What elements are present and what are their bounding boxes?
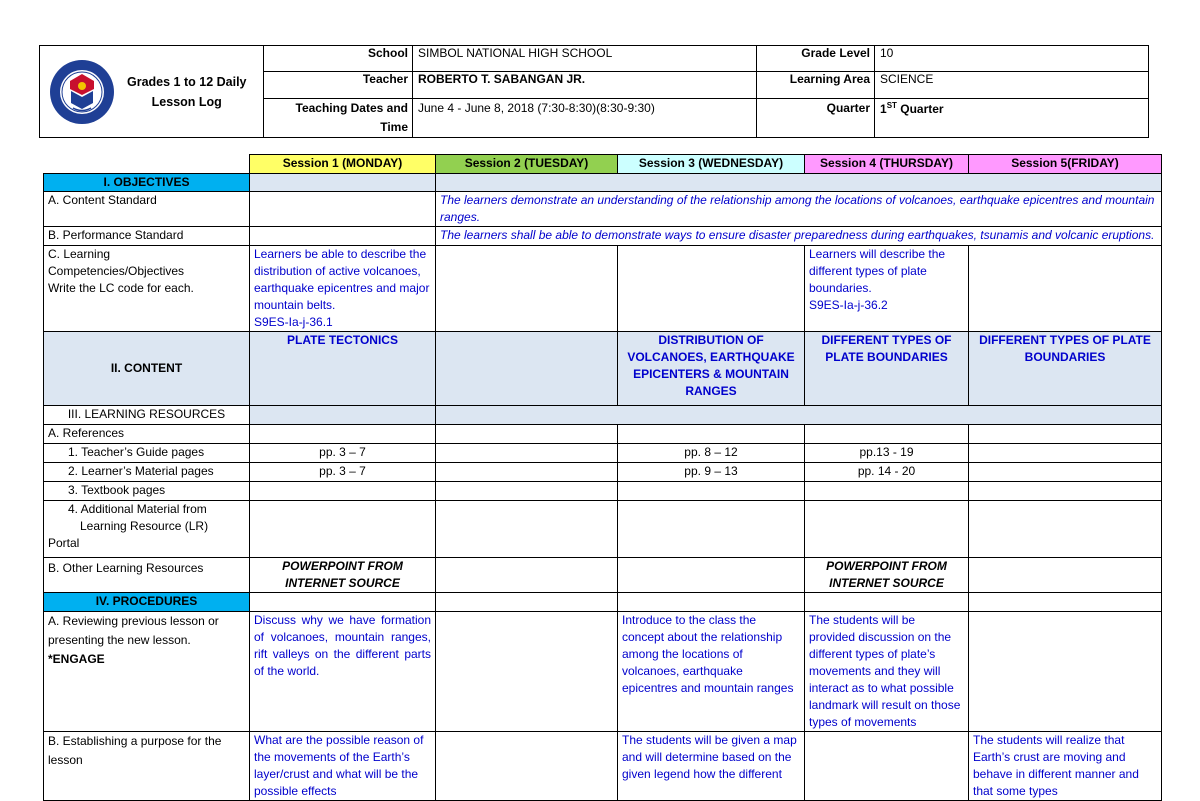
teaching-dates-label: Teaching Dates and Time — [264, 99, 413, 138]
content-standard-text: The learners demonstrate an understanding of the relationship among the locations of volcanoes, earthquake epicentres and mountain ranges. — [436, 192, 1162, 227]
lc-session-1-code: S9ES-Ia-j-36.1 — [254, 315, 333, 329]
content-standard-label: A. Content Standard — [44, 192, 250, 227]
textbook-s4 — [805, 482, 969, 501]
purpose-label-line-2: lesson — [48, 753, 83, 767]
corner-empty — [44, 155, 250, 174]
textbook-s2 — [436, 482, 618, 501]
additional-material-line-2: Learning Resource (LR) — [80, 519, 209, 533]
quarter-suffix: Quarter — [896, 102, 944, 116]
reviewing-s4: The students will be provided discussion on the different types of plate’s movements and they will interact as to what possible landmark will result on those types of movements — [805, 612, 969, 732]
learners-material-s1: pp. 3 – 7 — [250, 463, 436, 482]
learners-material-label: 2. Learner’s Material pages — [44, 463, 250, 482]
session-1-header: Session 1 (MONDAY) — [250, 155, 436, 174]
additional-material-line-3: Portal — [48, 536, 80, 550]
other-resources-s3 — [618, 558, 805, 593]
textbook-s1 — [250, 482, 436, 501]
lc-session-4 — [805, 246, 969, 332]
quarter-value — [875, 99, 1149, 138]
session-3-header: Session 3 (WEDNESDAY) — [618, 155, 805, 174]
resources-shade-rest — [436, 406, 1162, 425]
additional-material-label — [44, 501, 250, 558]
procedures-s3 — [618, 593, 805, 612]
teacher-value: ROBERTO T. SABANGAN JR. — [413, 72, 757, 99]
other-resources-s5 — [969, 558, 1162, 593]
procedures-s4 — [805, 593, 969, 612]
engage-label: *ENGAGE — [48, 652, 105, 666]
objectives-shade-1 — [250, 174, 436, 192]
purpose-s2 — [436, 732, 618, 801]
reviewing-label-line-2: presenting the new lesson. — [48, 633, 191, 647]
doc-title-line-1: Grades 1 to 12 Daily — [127, 74, 247, 89]
learning-area-label: Learning Area — [757, 72, 875, 99]
learners-material-s4: pp. 14 - 20 — [805, 463, 969, 482]
content-session-4: DIFFERENT TYPES OF PLATE BOUNDARIES — [805, 332, 969, 406]
teachers-guide-s2 — [436, 444, 618, 463]
session-4-header: Session 4 (THURSDAY) — [805, 155, 969, 174]
resources-shade-1 — [250, 406, 436, 425]
header-table — [39, 45, 1149, 138]
session-5-header: Session 5(FRIDAY) — [969, 155, 1162, 174]
reviewing-label-line-1: A. Reviewing previous lesson or — [48, 614, 219, 628]
references-s5 — [969, 425, 1162, 444]
lc-label-line-2: Competencies/Objectives — [48, 264, 185, 278]
grade-level-value: 10 — [875, 46, 1149, 72]
lc-session-4-code: S9ES-Ia-j-36.2 — [809, 298, 888, 312]
teachers-guide-s4: pp.13 - 19 — [805, 444, 969, 463]
lc-session-1 — [250, 246, 436, 332]
procedures-section-title: IV. PROCEDURES — [44, 593, 250, 612]
additional-material-line-1: 4. Additional Material from — [68, 502, 207, 516]
content-section-title: II. CONTENT — [44, 332, 250, 406]
lc-session-4-text: Learners will describe the different types of plate boundaries. — [809, 247, 946, 295]
additional-s3 — [618, 501, 805, 558]
learning-area-value: SCIENCE — [875, 72, 1149, 99]
procedures-s5 — [969, 593, 1162, 612]
other-resources-s2 — [436, 558, 618, 593]
teaching-dates-value: June 4 - June 8, 2018 (7:30-8:30)(8:30-9:30) — [413, 99, 757, 138]
reviewing-lesson-label — [44, 612, 250, 732]
doc-title — [127, 72, 247, 112]
references-s2 — [436, 425, 618, 444]
teachers-guide-s5 — [969, 444, 1162, 463]
teachers-guide-s1: pp. 3 – 7 — [250, 444, 436, 463]
quarter-label: Quarter — [757, 99, 875, 138]
lc-session-1-text: Learners be able to describe the distribution of active volcanoes, earthquake epicentres and major mountain belts. — [254, 247, 430, 312]
textbook-s3 — [618, 482, 805, 501]
reviewing-s3: Introduce to the class the concept about the relationship among the locations of volcanoes, earthquake epicentres and mountain ranges — [618, 612, 805, 732]
references-s3 — [618, 425, 805, 444]
lc-session-3 — [618, 246, 805, 332]
logo-cell — [40, 46, 264, 138]
lc-session-2 — [436, 246, 618, 332]
textbook-pages-label: 3. Textbook pages — [44, 482, 250, 501]
teachers-guide-label: 1. Teacher’s Guide pages — [44, 444, 250, 463]
learners-material-s5 — [969, 463, 1162, 482]
purpose-label — [44, 732, 250, 801]
deped-seal-logo — [49, 59, 115, 125]
teachers-guide-s3: pp. 8 – 12 — [618, 444, 805, 463]
school-value: SIMBOL NATIONAL HIGH SCHOOL — [413, 46, 757, 72]
purpose-s4 — [805, 732, 969, 801]
references-s1 — [250, 425, 436, 444]
purpose-s1: What are the possible reason of the movements of the Earth’s layer/crust and what will be the possible effects — [250, 732, 436, 801]
additional-s5 — [969, 501, 1162, 558]
content-session-1: PLATE TECTONICS — [250, 332, 436, 406]
content-session-2 — [436, 332, 618, 406]
performance-standard-s1 — [250, 227, 436, 246]
references-label: A. References — [44, 425, 250, 444]
textbook-s5 — [969, 482, 1162, 501]
quarter-superscript: ST — [886, 101, 897, 110]
lesson-log-table — [43, 154, 1162, 801]
learners-material-s3: pp. 9 – 13 — [618, 463, 805, 482]
performance-standard-label: B. Performance Standard — [44, 227, 250, 246]
procedures-s2 — [436, 593, 618, 612]
purpose-s3: The students will be given a map and will determine based on the given legend how the different — [618, 732, 805, 801]
teacher-label: Teacher — [264, 72, 413, 99]
resources-section-title: III. LEARNING RESOURCES — [44, 406, 250, 425]
lc-session-5 — [969, 246, 1162, 332]
reviewing-s2 — [436, 612, 618, 732]
purpose-s5: The students will realize that Earth’s crust are moving and behave in different manner and that some types — [969, 732, 1162, 801]
objectives-section-title: I. OBJECTIVES — [44, 174, 250, 192]
procedures-s1 — [250, 593, 436, 612]
additional-s4 — [805, 501, 969, 558]
grade-level-label: Grade Level — [757, 46, 875, 72]
lc-label-line-1: C. Learning — [48, 247, 111, 261]
learning-competencies-label — [44, 246, 250, 332]
objectives-shade-rest — [436, 174, 1162, 192]
purpose-label-line-1: B. Establishing a purpose for the — [48, 734, 222, 748]
learners-material-s2 — [436, 463, 618, 482]
lc-label-line-3: Write the LC code for each. — [48, 281, 194, 295]
content-session-5: DIFFERENT TYPES OF PLATE BOUNDARIES — [969, 332, 1162, 406]
performance-standard-text: The learners shall be able to demonstrate ways to ensure disaster preparedness during earthquakes, tsunamis and volcanic eruptions. — [436, 227, 1162, 246]
session-2-header: Session 2 (TUESDAY) — [436, 155, 618, 174]
content-session-3: DISTRIBUTION OF VOLCANOES, EARTHQUAKE EPICENTERS & MOUNTAIN RANGES — [618, 332, 805, 406]
additional-s1 — [250, 501, 436, 558]
quarter-number: 1 — [880, 102, 887, 116]
doc-title-line-2: Lesson Log — [151, 94, 222, 109]
additional-s2 — [436, 501, 618, 558]
reviewing-s5 — [969, 612, 1162, 732]
reviewing-s1: Discuss why we have formation of volcanoes, mountain ranges, rift valleys on the different parts of the world. — [250, 612, 436, 732]
content-standard-s1 — [250, 192, 436, 227]
school-label: School — [264, 46, 413, 72]
other-resources-s4: POWERPOINT FROM INTERNET SOURCE — [805, 558, 969, 593]
other-resources-label: B. Other Learning Resources — [44, 558, 250, 593]
other-resources-s1: POWERPOINT FROM INTERNET SOURCE — [250, 558, 436, 593]
references-s4 — [805, 425, 969, 444]
